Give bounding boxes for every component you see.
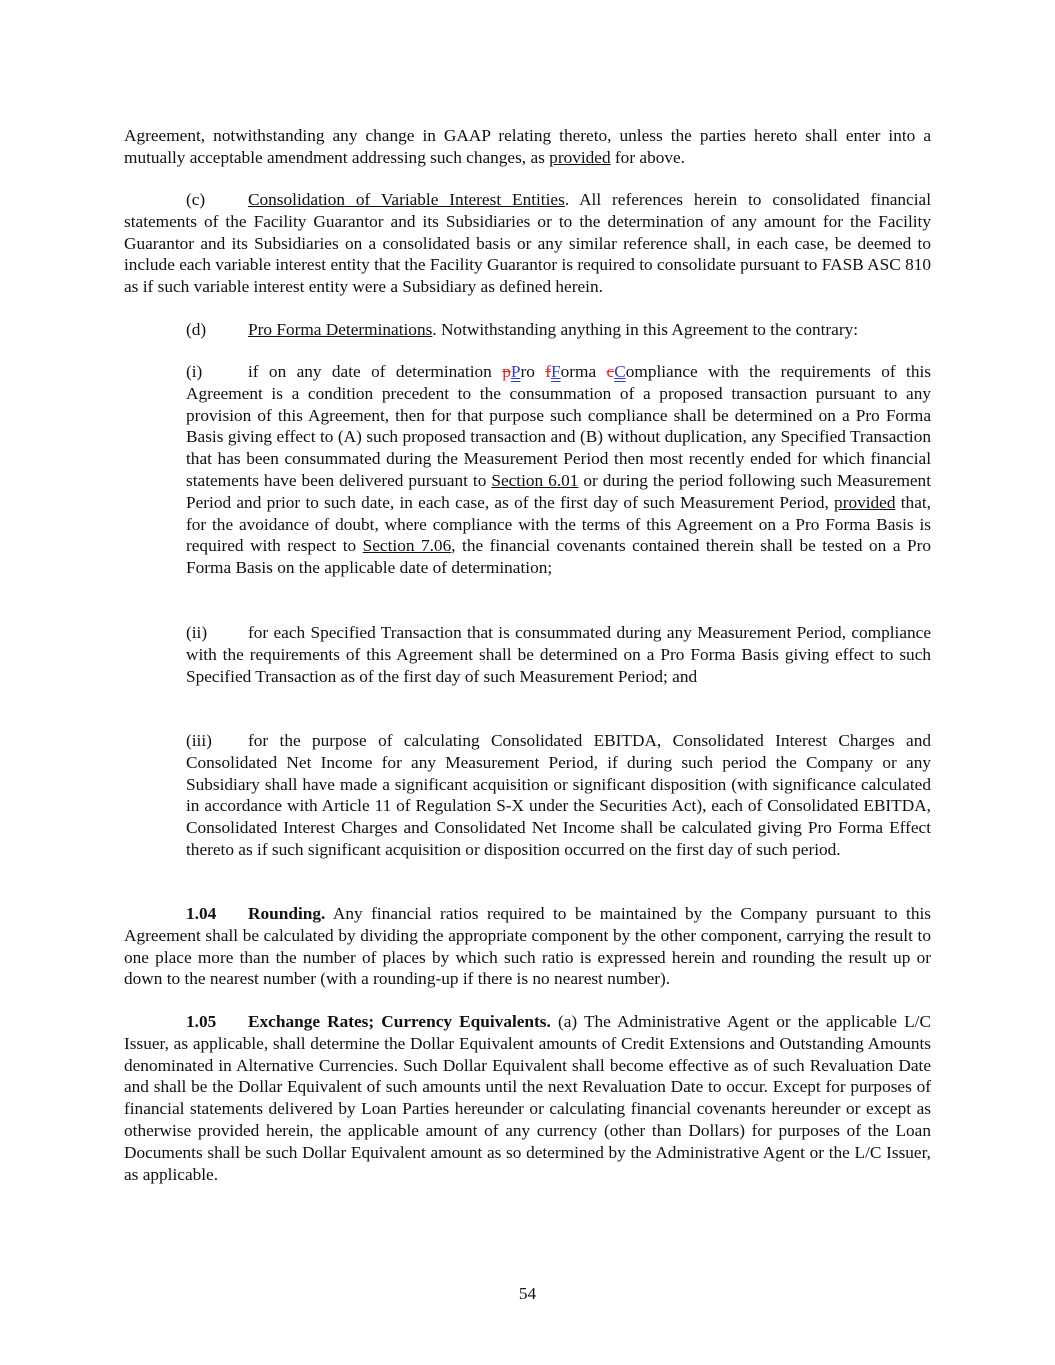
section-1-05-exchange-rates: 1.05 Exchange Rates; Currency Equivalents. (a) The Administrative Agent or the applicable L/C Issuer, as applicable, shall determine the Dollar Equivalent amounts of Credit Extensions and Outstanding Amounts denominated in Alternative Currencies. Such Dollar Equivalent shall become effective as of such Revaluation Date and shall be the Dollar Equivalent of such amounts until the next Revaluation Date to occur. Except for purposes of financial statements delivered by Loan Parties hereunder or calculating financial covenants hereunder or except as otherwise provided herein, the applicable amount of any currency (other than Dollars) for purposes of the Loan Documents shall be such Dollar Equivalent amount as so determined by the Administrative Agent or the L/C Issuer, as applicable. xyxy=(124,1012,931,1184)
section-number: 1.04 xyxy=(186,904,217,923)
deleted-text: f xyxy=(545,362,552,381)
deleted-text: c xyxy=(606,362,615,381)
inserted-text: P xyxy=(510,362,521,381)
inserted-text: C xyxy=(614,362,626,381)
provided-term: provided xyxy=(834,492,896,512)
paragraph-d-pro-forma: (d) Pro Forma Determinations. Notwithstanding anything in this Agreement to the contrary: xyxy=(186,320,859,339)
section-number: 1.05 xyxy=(186,1012,217,1031)
page-number: 54 xyxy=(518,1284,537,1303)
paragraph-iii-ebitda: (iii) for the purpose of calculating Consolidated EBITDA, Consolidated Interest Charges and Consolidated Net Income for any Measurement Period, if during such period the Company or any Subsidiary shall have made a significant acquisition or significant disposition (with significance calculated in accordance with Article 11 of Regulation S-X under the Securities Act), each of Consolidated EBITDA, Consolidated Interest Charges and Consolidated Net Income shall be calculated giving Pro Forma Effect thereto as if such significant acquisition or disposition occurred on the first day of such period. xyxy=(186,731,931,859)
paragraph-i-compliance: (i) if on any date of determination pPro fForma cCompliance with the requirements of this Agreement is a condition precedent to the consummation of a proposed transaction pursuant to any provision of this Agreement, then for that purpose such compliance shall be determined on a Pro Forma Basis giving effect to (A) such proposed transaction and (B) without duplication, any Specified Transaction that has been consummated during the Measurement Period then most recently ended for which financial statements have been delivered pursuant to Section 6.01 or during the period following such Measurement Period and prior to such date, in each case, as of the first day of such Measurement Period, provided that, for the avoidance of doubt, where compliance with the terms of this Agreement on a Pro Forma Basis is required with respect to Section 7.06, the financial covenants contained therein shall be tested on a Pro Forma Basis on the applicable date of determination; xyxy=(186,362,932,578)
paragraph-heading: Consolidation of Variable Interest Entities xyxy=(248,190,565,209)
paragraph-number: (c) xyxy=(186,190,206,209)
paragraph-number: (i) xyxy=(186,362,203,381)
section-heading: Rounding. xyxy=(248,904,326,923)
paragraph-number: (ii) xyxy=(186,623,208,642)
paragraph-ii-specified-transaction: (ii) for each Specified Transaction that is consummated during any Measurement Period, compliance with the requirements of this Agreement shall be determined on a Pro Forma Basis giving effect to such Specified Transaction as of the first day of such Measurement Period; and xyxy=(186,623,931,686)
paragraph-heading: Pro Forma Determinations xyxy=(248,320,433,339)
paragraph-number: (iii) xyxy=(186,731,212,750)
deleted-text: p xyxy=(502,362,511,381)
section-reference: Section 6.01 xyxy=(491,470,579,490)
paragraph-gaap-continuation: Agreement, notwithstanding any change in GAAP relating thereto, unless the parties hereto shall enter into a mutually acceptable amendment addressing such changes, as provided for above. xyxy=(124,126,931,167)
paragraph-number: (d) xyxy=(186,320,207,339)
section-reference: Section 7.06 xyxy=(362,536,452,556)
paragraph-c-consolidation: (c) Consolidation of Variable Interest Entities. All references herein to consolidated financial statements of the Facility Guarantor and its Subsidiaries or to the determination of any amount for the Facility Guarantor and its Subsidiaries on a consolidated basis or any similar reference shall, in each case, be deemed to include each variable interest entity that the Facility Guarantor is required to consolidate pursuant to FASB ASC 810 as if such variable interest entity were a Subsidiary as defined herein. xyxy=(124,190,931,297)
section-heading: Exchange Rates; Currency Equivalents. xyxy=(248,1012,551,1031)
provided-term: provided xyxy=(549,147,611,167)
section-1-04-rounding: 1.04 Rounding. Any financial ratios required to be maintained by the Company pursuant to this Agreement shall be calculated by dividing the appropriate component by the other component, carrying the result to one place more than the number of places by which such ratio is expressed herein and rounding the result up or down to the nearest number (with a rounding-up if there is no nearest number). xyxy=(124,904,931,989)
inserted-text: F xyxy=(551,362,561,381)
